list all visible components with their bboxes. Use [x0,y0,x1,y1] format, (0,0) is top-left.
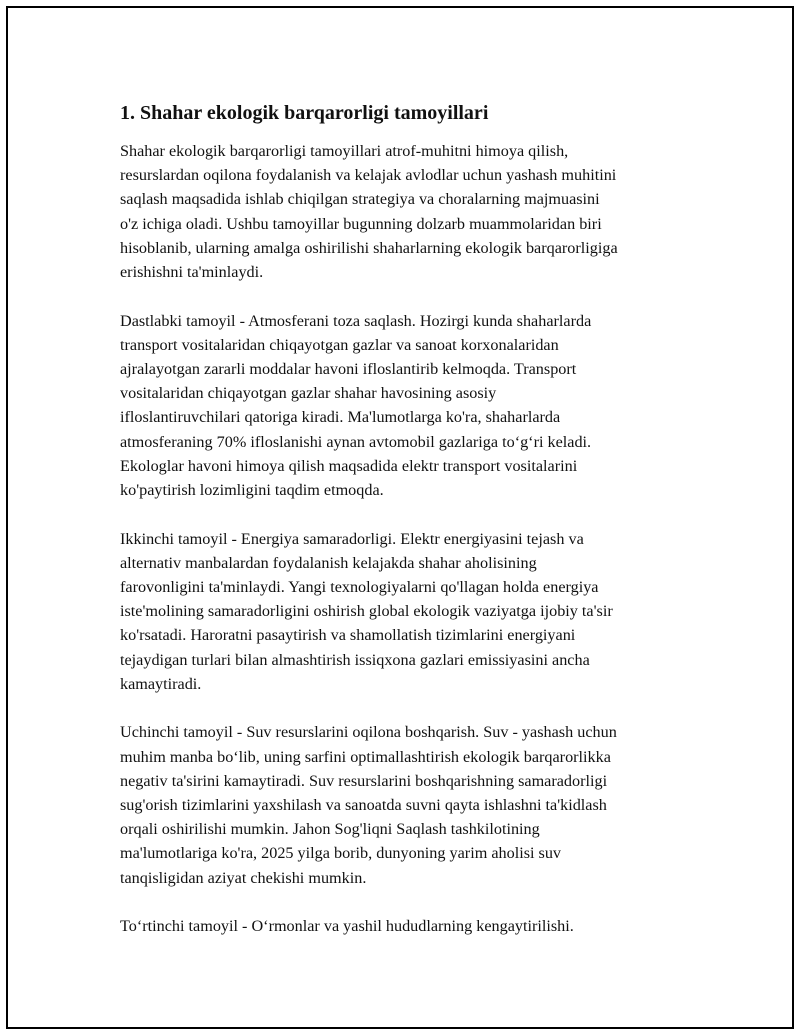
text-line: ko'rsatadi. Haroratni pasaytirish va shamollatish tizimlarini energiyani [120,626,576,645]
text-line: farovonligini ta'minlaydi. Yangi texnologiyalarni qo'llagan holda energiya [120,578,599,597]
paragraph-principle-4 [120,914,700,938]
text-line: o'z ichiga oladi. Ushbu tamoyillar bugunning dolzarb muammolaridan biri [120,214,602,233]
text-line: ko'paytirish lozimligini taqdim etmoqda. [120,481,384,500]
paragraph-principle-2 [120,527,700,696]
text-line: tejaydigan turlari bilan almashtirish issiqxona gazlari emissiyasini ancha [120,650,590,669]
text-line: iste'molining samaradorligini oshirish global ekologik vaziyatga ijobiy ta'sir [120,602,613,621]
text-line: negativ ta'sirini kamaytiradi. Suv resurslarini boshqarishning samaradorligi [120,771,608,790]
text-line: ma'lumotlariga ko'ra, 2025 yilga borib, dunyoning yarim aholisi suv [120,844,562,863]
text-line: alternativ manbalardan foydalanish kelajakda shahar aholisining [120,553,537,572]
text-line: vositalaridan chiqayotgan gazlar shahar havosining asosiy [120,384,497,403]
section-heading: 1. Shahar ekologik barqarorligi tamoyillari [120,102,489,124]
text-line: ajralayotgan zararli moddalar havoni ifloslantirib kelmoqda. Transport [120,360,577,379]
text-line: hisoblanib, ularning amalga oshirilishi shaharlarning ekologik barqarorligiga [120,238,618,257]
page-frame [6,6,794,1029]
text-line: atmosferaning 70% ifloslanishi aynan avtomobil gazlariga to‘g‘ri keladi. [120,432,592,451]
text-line: muhim manba bo‘lib, uning sarfini optimallashtirish ekologik barqarorlikka [120,747,611,766]
text-line: transport vositalaridan chiqayotgan gazlar va sanoat korxonalaridan [120,335,559,354]
text-line: orqali oshirilishi mumkin. Jahon Sog'liqni Saqlash tashkilotining [120,820,540,839]
text-line: Shahar ekologik barqarorligi tamoyillari atrof-muhitni himoya qilish, [120,142,569,160]
text-line: To‘rtinchi tamoyil - O‘rmonlar va yashil hududlarning kengaytirilishi. [120,917,574,936]
text-line: erishishni ta'minlaydi. [120,263,264,282]
text-line: Dastlabki tamoyil - Atmosferani toza saqlash. Hozirgi kunda shaharlarda [120,311,592,330]
text-line: ifloslantiruvchilari qatoriga kiradi. Ma'lumotlarga ko'ra, shaharlarda [120,408,561,427]
text-line: kamaytiradi. [120,674,202,693]
text-line: tanqisligidan aziyat chekishi mumkin. [120,868,367,887]
text-line: Ekologlar havoni himoya qilish maqsadida elektr transport vositalarini [120,456,578,475]
paragraph-principle-3 [120,720,700,889]
paragraph-principle-1 [120,309,700,503]
document-body [120,99,700,963]
text-line: resurslardan oqilona foydalanish va kelajak avlodlar uchun yashash muhitini [120,166,617,185]
text-line: saqlash maqsadida ishlab chiqilgan strategiya va choralarning majmuasini [120,190,600,209]
paragraph-intro [120,139,700,284]
text-line: Uchinchi tamoyil - Suv resurslarini oqilona boshqarish. Suv - yashash uchun [120,723,617,742]
text-line: sug'orish tizimlarini yaxshilash va sanoatda suvni qayta ishlashni ta'kidlash [120,796,607,815]
text-line: Ikkinchi tamoyil - Energiya samaradorligi. Elektr energiyasini tejash va [120,529,584,548]
